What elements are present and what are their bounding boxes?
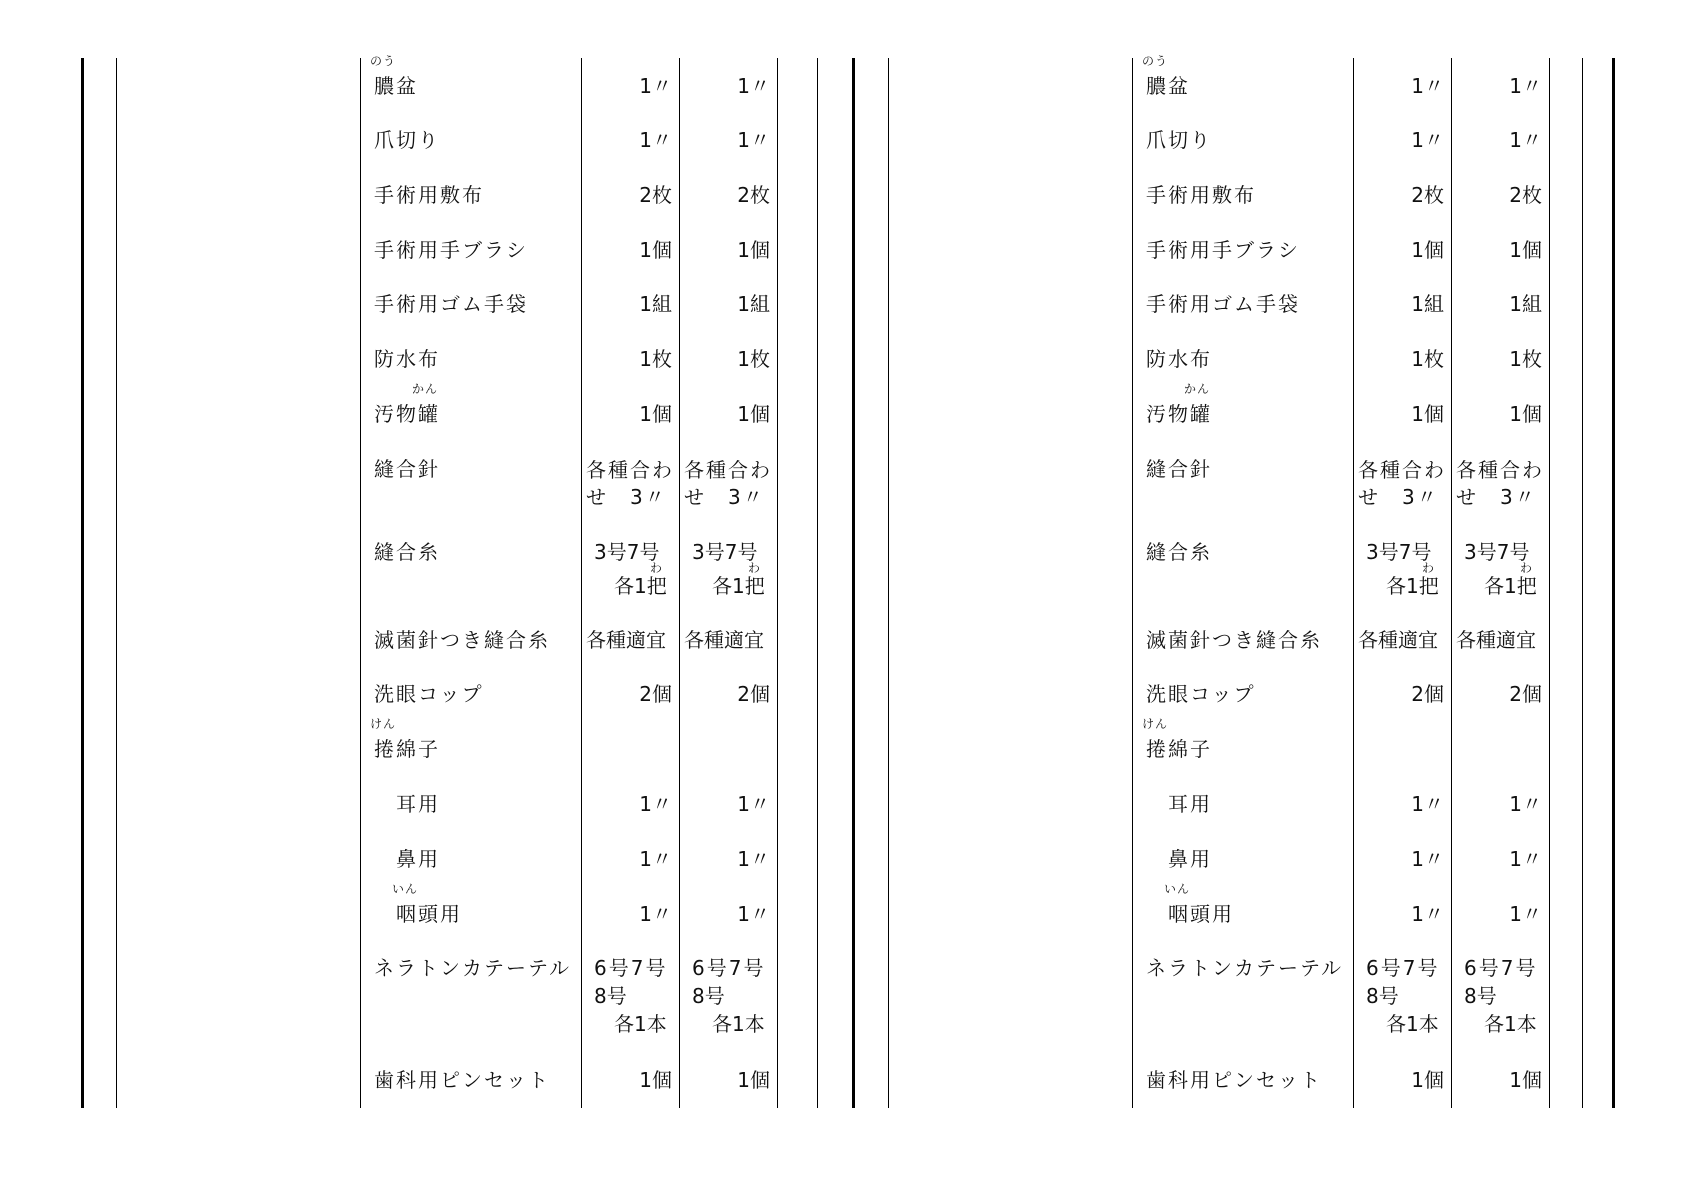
qty-col2: 各種適宜 [1456, 628, 1536, 652]
qty-col1: 各種合わせ 3〃 [586, 458, 674, 509]
qty-col2: 各種合わせ 3〃 [684, 458, 772, 509]
item-name: 爪切り [374, 128, 440, 152]
qty-col1-line2: 8号 [594, 984, 627, 1008]
right-page [772, 0, 1612, 1181]
qty-col2: 1個 [1509, 402, 1542, 426]
item-name: のう 膿盆 [370, 54, 418, 98]
item-name: かん 汚物罐 [1146, 382, 1212, 426]
qty-col2: 各種合わせ 3〃 [1456, 458, 1544, 509]
qty2-column-rule [1451, 58, 1452, 1108]
qty-col2: 1〃 [1509, 792, 1542, 816]
ruby-reading: のう [1142, 54, 1169, 68]
item-name: 爪切り [1146, 128, 1212, 152]
qty1-column-rule [1353, 58, 1354, 1108]
qty-col1: 1〃 [639, 128, 672, 152]
item-name: 鼻用 [396, 847, 440, 871]
item-name: けん 捲綿子 [1142, 717, 1212, 761]
qty-col2: 1〃 [1509, 74, 1542, 98]
qty-col1: 1個 [1411, 402, 1444, 426]
inner-rule [888, 58, 889, 1108]
right-inner-rule [1582, 58, 1583, 1108]
qty-col1: 1〃 [1411, 847, 1444, 871]
qty-col1: 各種適宜 [586, 628, 666, 652]
qty-col1: 1個 [639, 1068, 672, 1092]
ruby-reading: けん [370, 717, 397, 731]
qty-col2: 1〃 [737, 902, 770, 926]
qty-col1: 1〃 [639, 74, 672, 98]
qty-col2: 2個 [1509, 682, 1542, 706]
qty1-column-rule [581, 58, 582, 1108]
qty-col1: 1個 [1411, 1068, 1444, 1092]
item-name: 洗眼コップ [374, 682, 484, 706]
qty-col1: 2枚 [639, 183, 672, 207]
item-name: いん 咽頭用 [1164, 882, 1234, 926]
item-column-rule [1132, 58, 1133, 1108]
qty-col1: 2枚 [1411, 183, 1444, 207]
qty-col1: 1個 [1411, 238, 1444, 262]
item-name: けん 捲綿子 [370, 717, 440, 761]
qty-col2: 1個 [737, 402, 770, 426]
outer-border-right [1612, 58, 1615, 1108]
qty-col2-ruby: わ [748, 561, 761, 575]
qty-col1: 1組 [639, 292, 672, 316]
qty-col1: 1〃 [1411, 128, 1444, 152]
item-name: ネラトンカテーテル [374, 956, 571, 980]
item-name: 鼻用 [1168, 847, 1212, 871]
item-name: のう 膿盆 [1142, 54, 1190, 98]
qty-col2-line2: 各1把 [1484, 574, 1537, 598]
ruby-reading: いん [1164, 882, 1191, 896]
qty-col1: 2個 [639, 682, 672, 706]
item-name: 防水布 [374, 347, 440, 371]
qty-col2: 2枚 [737, 183, 770, 207]
item-name: 手術用ゴム手袋 [374, 292, 528, 316]
qty-col2-line1: 3号7号 [692, 540, 758, 564]
qty-col1: 1〃 [1411, 74, 1444, 98]
qty-col2: 1枚 [737, 347, 770, 371]
item-name: 縫合針 [374, 457, 440, 481]
item-name: 防水布 [1146, 347, 1212, 371]
qty-col1: 1個 [639, 402, 672, 426]
qty-col2: 1枚 [1509, 347, 1542, 371]
item-name: 耳用 [396, 792, 440, 816]
qty-col2: 1個 [1509, 1068, 1542, 1092]
item-name: 手術用敷布 [374, 183, 484, 207]
item-name: 滅菌針つき縫合糸 [374, 628, 550, 652]
qty-col1-line3: 各1本 [1386, 1012, 1439, 1036]
qty-col1: 1〃 [1411, 902, 1444, 926]
qty-col2: 1〃 [737, 847, 770, 871]
qty-col1-line3: 各1本 [614, 1012, 667, 1036]
qty-col1-ruby: わ [650, 561, 663, 575]
qty-col1-line1: 6号7号 [594, 956, 668, 980]
qty-col2-line3: 各1本 [1484, 1012, 1537, 1036]
outer-border-left [81, 58, 84, 1108]
qty-col2: 1〃 [737, 792, 770, 816]
qty-col1-line1: 3号7号 [594, 540, 660, 564]
qty-col2-line1: 6号7号 [692, 956, 766, 980]
qty-col1: 各種適宜 [1358, 628, 1438, 652]
qty-col1: 1〃 [639, 902, 672, 926]
item-name: 手術用ゴム手袋 [1146, 292, 1300, 316]
item-name: 耳用 [1168, 792, 1212, 816]
item-name: ネラトンカテーテル [1146, 956, 1343, 980]
qty-col2: 1個 [737, 238, 770, 262]
qty-col2-line2: 各1把 [712, 574, 765, 598]
qty-col2-line1: 3号7号 [1464, 540, 1530, 564]
qty-col2: 1〃 [1509, 902, 1542, 926]
inner-rule [116, 58, 117, 1108]
ruby-reading: のう [370, 54, 397, 68]
qty-col2: 1〃 [737, 128, 770, 152]
qty-col1-line2: 各1把 [614, 574, 667, 598]
item-name: いん 咽頭用 [392, 882, 462, 926]
qty-col1: 2個 [1411, 682, 1444, 706]
item-name: 歯科用ピンセット [374, 1068, 550, 1092]
item-name: 縫合針 [1146, 457, 1212, 481]
qty-col2-ruby: わ [1520, 561, 1533, 575]
qty-col1: 1個 [639, 238, 672, 262]
qty-col1-ruby: わ [1422, 561, 1435, 575]
item-name: 洗眼コップ [1146, 682, 1256, 706]
qty-col1: 1組 [1411, 292, 1444, 316]
item-name: 歯科用ピンセット [1146, 1068, 1322, 1092]
left-page [0, 0, 840, 1181]
qty2-end-rule [1549, 58, 1550, 1108]
qty-col1-line2: 各1把 [1386, 574, 1439, 598]
qty-col2: 2個 [737, 682, 770, 706]
qty-col2: 各種適宜 [684, 628, 764, 652]
ruby-reading: けん [1142, 717, 1169, 731]
item-name: 縫合糸 [1146, 540, 1212, 564]
ruby-reading: かん [412, 382, 439, 396]
qty-col2: 1組 [737, 292, 770, 316]
qty-col1: 1枚 [1411, 347, 1444, 371]
qty-col2: 2枚 [1509, 183, 1542, 207]
qty-col2: 1〃 [1509, 128, 1542, 152]
qty-col1: 1〃 [639, 792, 672, 816]
qty-col2-line3: 各1本 [712, 1012, 765, 1036]
item-name: 手術用敷布 [1146, 183, 1256, 207]
qty-col1: 1〃 [1411, 792, 1444, 816]
item-name: かん 汚物罐 [374, 382, 440, 426]
qty-col2-line1: 6号7号 [1464, 956, 1538, 980]
qty-col1-line1: 3号7号 [1366, 540, 1432, 564]
qty-col2: 1〃 [1509, 847, 1542, 871]
qty-col2: 1〃 [737, 74, 770, 98]
item-name: 滅菌針つき縫合糸 [1146, 628, 1322, 652]
qty-col2: 1個 [1509, 238, 1542, 262]
item-column-rule [360, 58, 361, 1108]
ruby-reading: いん [392, 882, 419, 896]
item-name: 手術用手ブラシ [1146, 238, 1300, 262]
qty-col2: 1組 [1509, 292, 1542, 316]
qty-col1: 1〃 [639, 847, 672, 871]
qty-col1: 各種合わせ 3〃 [1358, 458, 1446, 509]
qty-col1-line2: 8号 [1366, 984, 1399, 1008]
qty-col2-line2: 8号 [692, 984, 725, 1008]
qty2-column-rule [679, 58, 680, 1108]
item-name: 縫合糸 [374, 540, 440, 564]
qty-col2-line2: 8号 [1464, 984, 1497, 1008]
qty-col2: 1個 [737, 1068, 770, 1092]
qty-col1-line1: 6号7号 [1366, 956, 1440, 980]
ruby-reading: かん [1184, 382, 1211, 396]
item-name: 手術用手ブラシ [374, 238, 528, 262]
qty-col1: 1枚 [639, 347, 672, 371]
